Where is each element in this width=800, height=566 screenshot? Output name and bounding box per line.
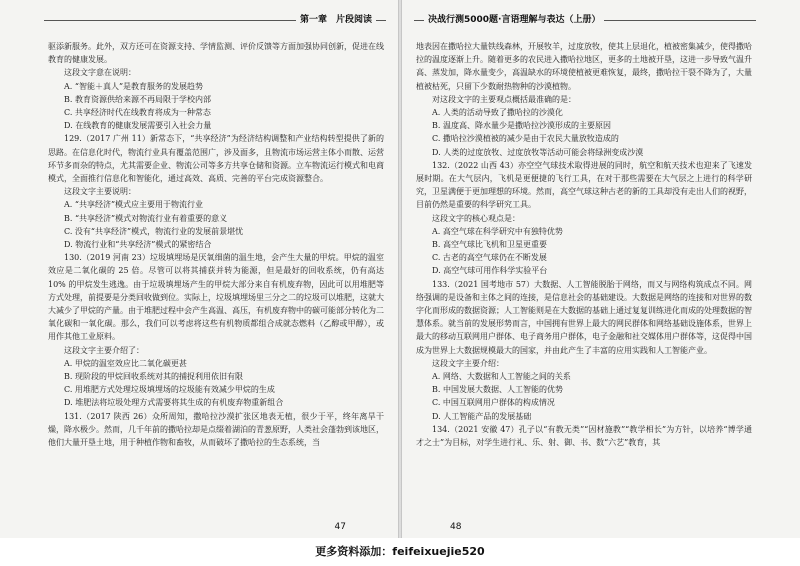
answer-option: C. 没有“共享经济”模式，物流行业的发展前景堪忧 <box>64 226 244 236</box>
book-title: 决战行测5000题·言语理解与表达（上册） <box>424 12 604 25</box>
paragraph: 129.（2017 广州 11）新常态下，“共享经济”为经济结构调整和产业结构转型提供了新的思路。在信息化时代，物流行业具有覆盖范围广，涉及面多，且物流市场运营主体小而散、运营环节多而杂的特点，尤其需要企业、物流公司等多方共享仓储和资源。立车物流运行模式和电商模式，全面推行信息化和智能化，通过高效、高质、完善的平台完成资源整合。 <box>48 134 384 184</box>
page-number-left: 47 <box>334 522 346 532</box>
paragraph: 这段文字主要说明： <box>64 187 136 197</box>
right-page <box>402 0 800 538</box>
answer-option: A. “共享经济”模式应主要用于物流行业 <box>64 200 204 210</box>
answer-option: A. 高空气球在科学研究中有独特优势 <box>432 226 563 236</box>
paragraph: 这段文字主要介绍了： <box>64 345 144 355</box>
answer-option: B. 温度高、降水量少是撒哈拉沙漠形成的主要原因 <box>432 121 611 131</box>
chapter-title: 第一章 片段阅读 <box>296 12 376 25</box>
answer-option: A. 网络、大数据和人工智能之间的关系 <box>432 372 571 382</box>
paragraph: 130.（2019 河南 23）垃圾填埋场是厌氧细菌的温生地，会产生大量的甲烷。甲烷的温室效应是二氧化碳的 25 倍。尽管可以将其捕获并转为能源，但是最好的回收系统，仍有高达 10% 的甲烷发生逃逸。由于垃圾填埋场产生的甲烷大部分来自有机废弃物，因此可以用堆肥等方式处理，前提要是分类回收做到位。实际上，垃圾填埋场里三分之二的垃圾可以堆肥，这就大大减少了甲烷的产量。由于堆肥过程中会产生高温、高压，有机废弃物中的碳可能部分转化为二氧化碳和一氧化碳。那么，我们可以考虑将这些有机物质都组合成就态燃料（乙醇或甲醇），或用作其他工业原料。 <box>48 253 384 342</box>
left-page-content <box>48 40 384 449</box>
answer-option: D. 高空气球可用作科学实验平台 <box>432 266 548 276</box>
answer-option: D. 在线教育的健康发展需要引入社会力量 <box>64 121 212 131</box>
answer-option: B. 现阶段的甲烷回收系统对其的捕捉利用依旧有限 <box>64 372 243 382</box>
answer-option: B. 高空气球比飞机和卫星更重要 <box>432 240 547 250</box>
answer-option: C. 古老的高空气球仍在不断发展 <box>432 253 547 263</box>
answer-option: D. 人类的过度放牧、过度放牧等活动可能会将绿洲变成沙漠 <box>432 147 644 157</box>
answer-option: A. 人类的活动导致了撒哈拉的沙漠化 <box>432 108 563 118</box>
left-page-header <box>44 12 386 28</box>
footer-banner: 更多资料添加：feifeixuejie520 <box>0 538 800 566</box>
right-page-header <box>414 12 756 28</box>
answer-option: D. 物流行业和“共享经济”模式的紧密结合 <box>64 240 212 250</box>
left-page <box>0 0 398 538</box>
paragraph: 这段文字意在说明： <box>64 68 136 78</box>
paragraph: 驱添新服务。此外，双方还可在资源支持、学情监测、评价反馈等方面加强协同创新，促进在线教育的健康发展。 <box>48 42 384 65</box>
answer-option: B. “共享经济”模式对物流行业有着重要的意义 <box>64 213 228 223</box>
answer-option: B. 中国发展大数据、人工智能的优势 <box>432 385 563 395</box>
answer-option: C. 用堆肥方式处理垃圾填埋场的垃圾能有效减少甲烷的生成 <box>64 385 275 395</box>
answer-option: C. 共享经济时代在线教育将成为一种常态 <box>64 108 211 118</box>
paragraph: 这段文字的核心观点是： <box>432 213 520 223</box>
answer-option: C. 撒哈拉沙漠植被的减少是由于农民大量放牧造成的 <box>432 134 619 144</box>
paragraph: 132.（2022 山西 43）亦空空气球技术取得进展的同时，航空和航天技术也迎来了飞速发展时期。在大气层内，飞机是更便捷的飞行工具，在对于那些需要在大气层之上进行的科学研究，卫星满便于更加理想的环境。然而，高空气球这种古老的新的工具却没有走出人们的视野，目前仍然是重要的科学研究工具。 <box>416 160 752 210</box>
paragraph: 这段文字主要介绍： <box>432 358 504 368</box>
answer-option: A. 甲烷的温室效应比二氧化碳更甚 <box>64 358 187 368</box>
paragraph: 地表因在撒哈拉大量铁线森林，开展牧羊，过度放牧，使其上层退化，植被密集减少，使得撒哈拉的温度逐渐上升。随着更多的农民进入撒哈拉地区，更多的土地被开垦，这进一步导致气温升高、蒸发加，降水量变少，高温缺水的环境使植被更难恢复，最终，撒哈拉干裂不降为了，大量植被枯死，只留下少数耐热物种的沙漠植物。 <box>416 42 752 91</box>
answer-option: B. 教育资源供给来源不再局限于学校内部 <box>64 94 211 104</box>
paragraph: 133.（2021 国考地市 57）大数据、人工智能脱胎于网络，而又与网络构筑成点不同。网络强调的是设备和主体之间的连接，是信息社会的基础建设。大数据是网络的连接和对世界的数字化而形成的数据资源；人工智能则是在大数据的基础上通过复复训练进化而成的处理数据的智慧体系。就当前的发展形势而言，中国拥有世界上最大的网民群体和网络基础设施体系，世界上最大的移动互联网用户群体、电子商务用户群体，电子金融和社交媒体用户群体等，这促得中国成为世界上大数据规模最大的国家，并由此产生了丰富的应用实践和人工智能产业。 <box>416 279 752 355</box>
paragraph: 134.（2021 安徽 47）孔子以“有教无类”“因材施教”“教学相长”为方针，以培养“博学通才之士”为目标，对学生进行礼、乐、射、御、书、数“六艺”教育，其 <box>416 424 752 448</box>
paragraph: 131.（2017 陕西 26）众所周知，撒哈拉沙漠扩张区地表无植，很少于平，终年离旱干燥，降水极少。然而，几千年前的撒哈拉却是点缀着湖泊的青葱原野，人类社会蓬勃到该地区，他们大量开垦土地，用于种植作物和畜牧，从而破坏了撒哈拉的生态系统，当 <box>48 411 384 448</box>
right-page-content <box>416 40 752 449</box>
answer-option: A. “智能＋真人”是教育服务的发展趋势 <box>64 81 204 91</box>
answer-option: C. 中国互联网用户群体的构成情况 <box>432 398 555 408</box>
page-number-right: 48 <box>450 522 462 532</box>
answer-option: D. 人工智能产品的发展基础 <box>432 411 532 421</box>
answer-option: D. 堆肥法将垃圾处理方式需要将其生成的有机废弃物重新组合 <box>64 398 284 408</box>
paragraph: 对这段文字的主要观点概括最准确的是： <box>432 94 576 104</box>
